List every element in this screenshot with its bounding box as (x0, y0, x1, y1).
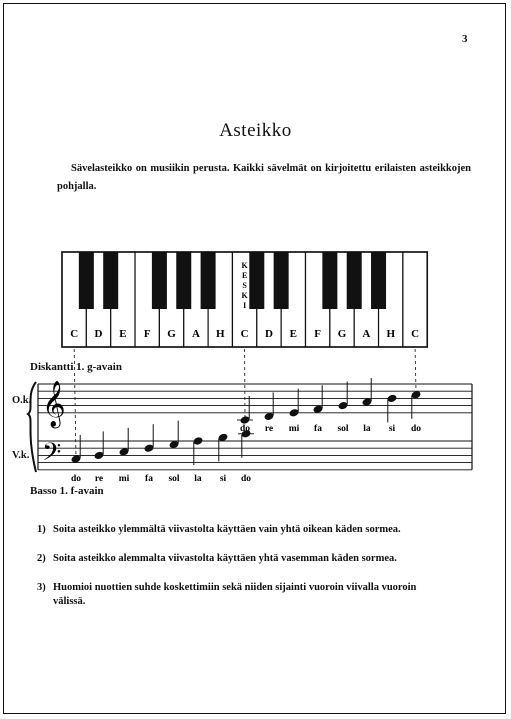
keski-letter: K (241, 291, 248, 300)
bass-solfege: re (94, 474, 104, 484)
key-label: A (191, 328, 200, 340)
treble-clef: 𝄞 (42, 381, 66, 427)
black-key (249, 252, 264, 309)
dashed-guide (415, 349, 416, 391)
keski-letter: S (242, 281, 247, 290)
bass-staff-label: V.k. (12, 450, 30, 461)
bass-clef: 𝄢 (42, 438, 62, 473)
key-label: D (264, 328, 273, 340)
black-key (371, 252, 386, 309)
instruction-number: 2) (37, 553, 46, 564)
treble-solfege: sol (337, 424, 349, 434)
key-label: A (362, 328, 371, 340)
key-label: E (289, 328, 297, 340)
page-number: 3 (462, 33, 468, 45)
instruction-2 (37, 552, 477, 566)
treble-solfege: si (388, 424, 396, 434)
black-key (201, 252, 216, 309)
key-label: E (119, 328, 127, 340)
bass-solfege: sol (168, 474, 180, 484)
key-label: G (337, 328, 347, 340)
instruction-text: Soita asteikko alemmalta viivastolta käyttäen yhtä vasemman käden sormea. (53, 553, 397, 564)
instruction-1 (37, 523, 477, 537)
treble-solfege: la (363, 424, 371, 434)
instruction-3 (37, 581, 477, 609)
treble-solfege: mi (288, 424, 300, 434)
treble-clef-caption: Diskantti 1. g-avain (30, 361, 122, 373)
bass-solfege: do (70, 474, 82, 484)
intro-paragraph: Sävelasteikko on musiikin perusta. Kaikki sävelmät on kirjoitettu erilaisten asteikkojen pohjalla. (57, 163, 471, 192)
black-key (152, 252, 167, 309)
treble-staff-label: O.k. (12, 395, 32, 406)
keski-letter: K (241, 261, 248, 270)
black-key (103, 252, 118, 309)
bass-clef-caption: Basso 1. f-avain (30, 485, 104, 497)
black-key (322, 252, 337, 309)
bass-solfege: do (240, 474, 252, 484)
key-label: H (386, 328, 396, 340)
instruction-text-continued: välissä. (53, 596, 86, 607)
piano-keyboard (62, 252, 427, 347)
key-label: C (411, 328, 420, 340)
black-key (274, 252, 289, 309)
instruction-text: Huomioi nuottien suhde koskettimiin sekä niiden sijainti vuoroin viivalla vuoroin (53, 582, 417, 593)
key-label: F (143, 328, 151, 340)
key-label: D (94, 328, 103, 340)
key-label: H (215, 328, 225, 340)
key-label: F (314, 328, 322, 340)
black-key (79, 252, 94, 309)
bass-solfege: fa (145, 474, 153, 484)
black-key (176, 252, 191, 309)
treble-solfege: re (264, 424, 274, 434)
keski-letter: I (243, 301, 247, 310)
instruction-text: Soita asteikko ylemmältä viivastolta käyttäen vain yhtä oikean käden sormea. (53, 524, 401, 535)
black-key (347, 252, 362, 309)
instruction-number: 1) (37, 524, 46, 535)
bass-solfege: si (219, 474, 227, 484)
treble-solfege: fa (314, 424, 322, 434)
key-label: C (240, 328, 249, 340)
treble-solfege: do (410, 424, 422, 434)
treble-solfege: do (239, 424, 251, 434)
key-label: C (70, 328, 79, 340)
page-title: Asteikko (219, 120, 292, 141)
instruction-number: 3) (37, 582, 46, 593)
bass-solfege: la (194, 474, 202, 484)
key-label: G (167, 328, 176, 340)
bass-solfege: mi (118, 474, 130, 484)
keski-letter: E (241, 271, 248, 280)
